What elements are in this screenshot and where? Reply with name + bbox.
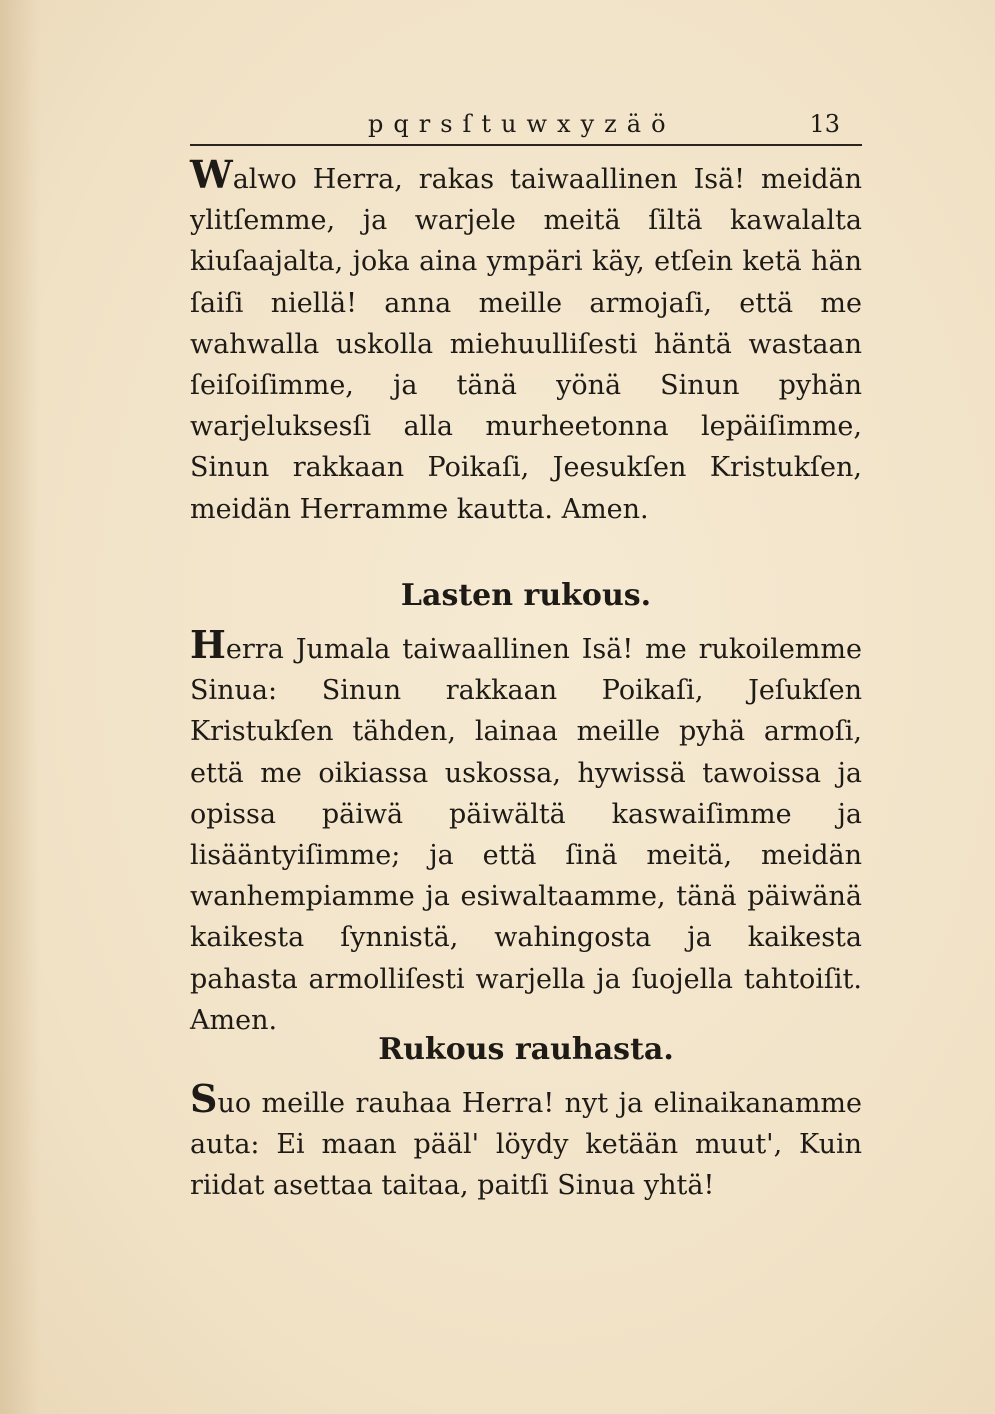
initial-letter: W <box>190 152 233 197</box>
initial-letter: S <box>190 1076 218 1121</box>
paragraph-text: uo meille rauhaa Herra! nyt ja elinaikanamme auta: Ei maan pääl' löydy ketään muut', Kuin riidat asettaa taitaa, paitſi Sinua yhtä! <box>190 1088 862 1202</box>
paragraph-text: alwo Herra, rakas taiwaallinen Isä! meidän ylitſemme, ja warjele meitä ſiltä kawalalta kiuſaajalta, joka aina ympäri käy, etſein ketä hän ſaiſi niellä! anna meille armojaſi, että me wahwalla uskolla miehuulliſesti häntä wastaan ſeiſoiſimme, ja tänä yönä Sinun pyhän warjeluksesſi alla murheetonna lepäiſimme, Sinun rakkaan Poikaſi, Jeesukſen Kristukſen, meidän Herramme kautta. Amen. <box>190 164 862 525</box>
header-signature: pqrsſtuwxyzäö <box>368 110 676 138</box>
prayer-children-paragraph <box>190 622 862 1041</box>
prayer-evening-paragraph <box>190 152 862 530</box>
section-heading-rukous-rauhasta: Rukous rauhasta. <box>378 1032 674 1067</box>
section-heading-lasten-rukous: Lasten rukous. <box>400 578 652 613</box>
paragraph-text: erra Jumala taiwaallinen Isä! me rukoilemme Sinua: Sinun rakkaan Poikaſi, Jeſukſen Kristukſen tähden, lainaa meille pyhä armoſi, että me oikiassa uskossa, hywissä tawoissa ja opissa päiwä päiwältä kaswaiſimme ja lisääntyiſimme; ja että ſinä meitä, meidän wanhempiamme ja esiwaltaamme, tänä päiwänä kaikesta ſynnistä, wahingosta ja kaikesta pahasta armolliſesti warjella ja ſuojella tahtoiſit. Amen. <box>190 634 862 1036</box>
prayer-peace-paragraph <box>190 1076 862 1207</box>
initial-letter: H <box>190 622 226 667</box>
page-header <box>190 108 862 146</box>
page-number: 13 <box>809 110 840 138</box>
page-spine-shadow <box>0 0 40 1414</box>
